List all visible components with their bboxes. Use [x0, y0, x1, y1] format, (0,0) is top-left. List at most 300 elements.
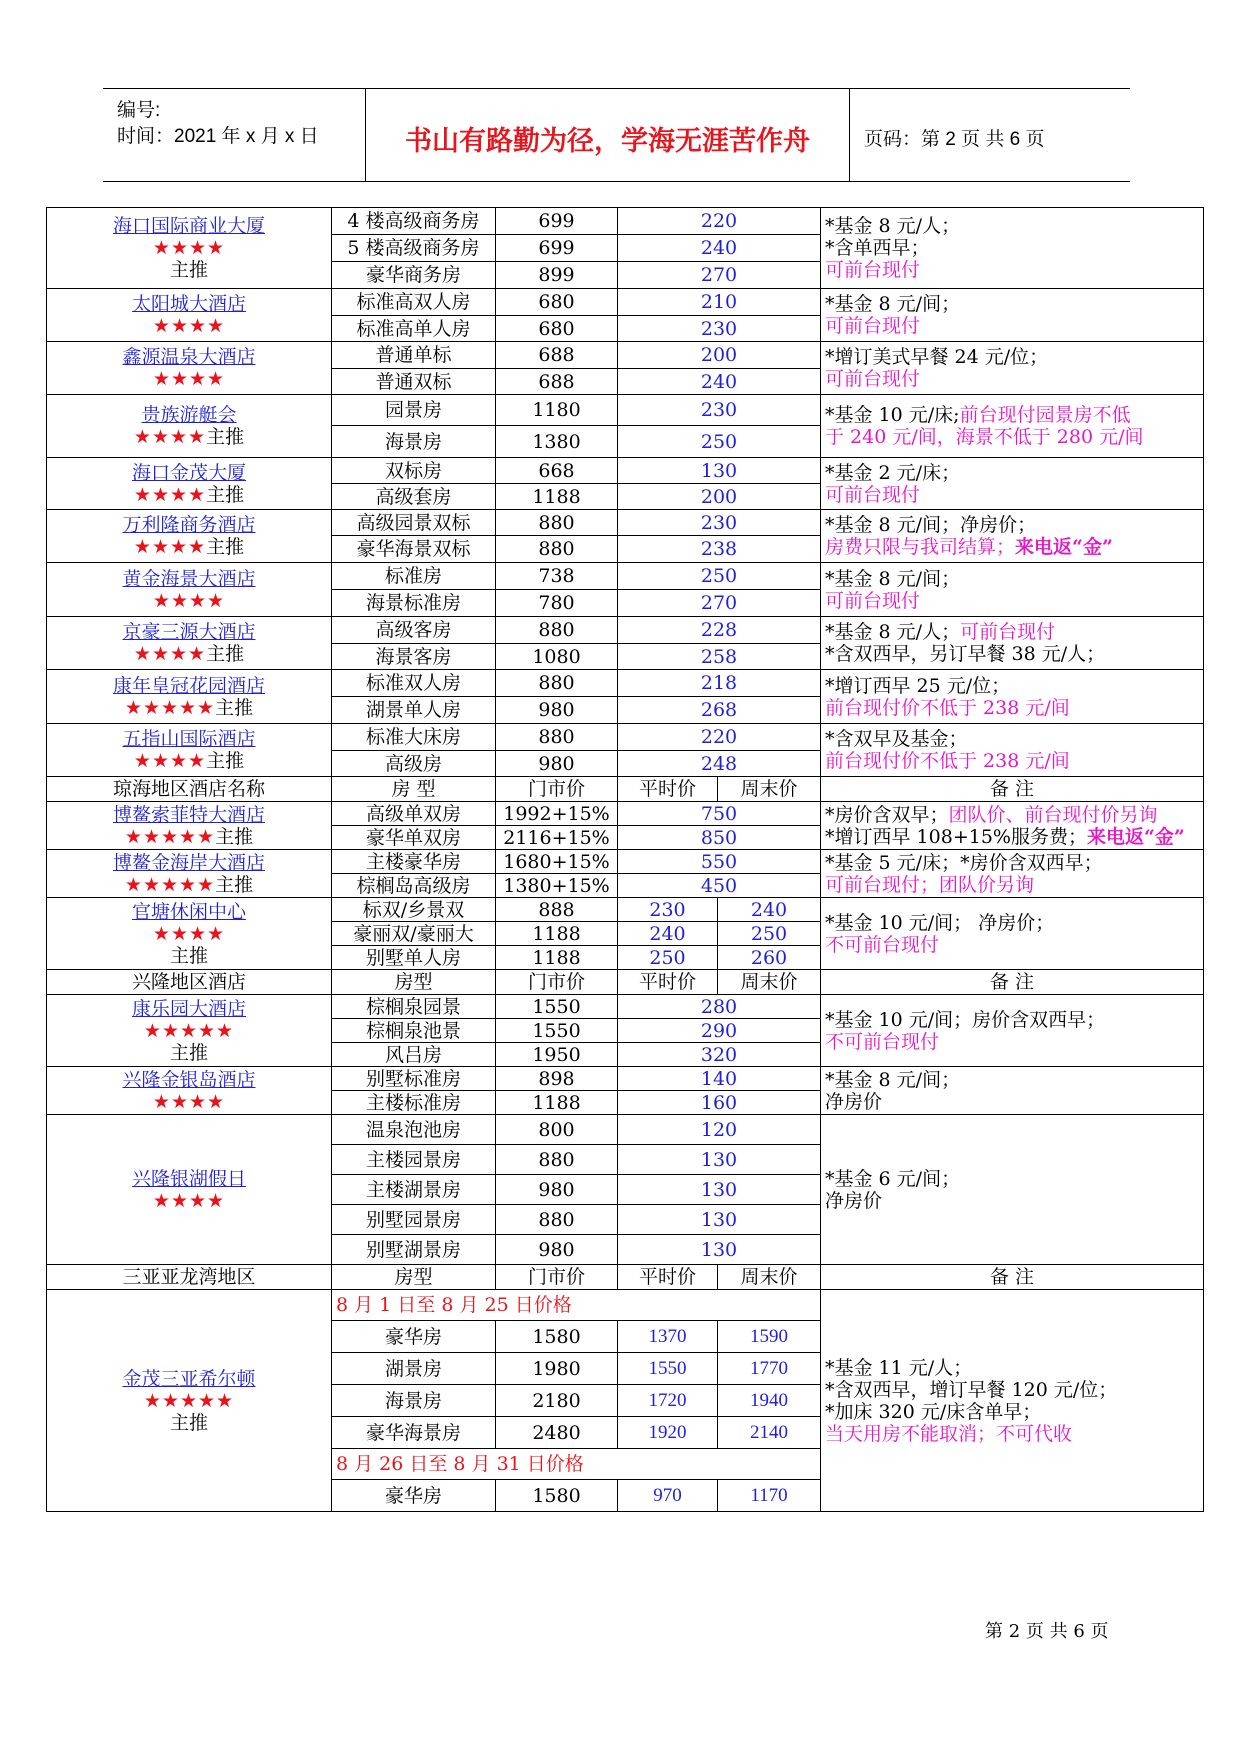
weekday-rate: 230: [618, 898, 718, 922]
rack-rate: 880: [496, 1205, 618, 1235]
remark-cashback: 来电返“金”: [1086, 825, 1185, 848]
rack-rate: 1992+15%: [496, 802, 618, 826]
hotel-star-rating: ★★★★: [152, 315, 226, 337]
hotel-name-link[interactable]: 五指山国际酒店: [122, 728, 256, 750]
table-row: [47, 395, 1204, 426]
rack-rate: 1380+15%: [496, 874, 618, 898]
table-row: [47, 342, 1204, 369]
remark-highlight: 可前台现付: [825, 315, 921, 337]
contract-rate: 200: [618, 342, 821, 369]
hotel-name-link[interactable]: 太阳城大酒店: [131, 293, 246, 315]
weekend-rate: 1170: [718, 1480, 821, 1512]
rack-rate: 1580: [496, 1321, 618, 1353]
table-row: [47, 1067, 1204, 1091]
contract-rate: 250: [618, 563, 821, 590]
rack-rate: 1188: [496, 1091, 618, 1115]
weekday-rate: 250: [618, 946, 718, 970]
remark-text: *基金 8 元/人；: [825, 621, 961, 643]
room-type: 标准大床房: [332, 724, 496, 751]
qionghai-header-col-2: 门市价: [496, 777, 618, 802]
rack-rate: 888: [496, 898, 618, 922]
rack-rate: 880: [496, 1145, 618, 1175]
remark-text: *含双西早，另订早餐 38 元/人；: [825, 643, 1106, 665]
hotel-star-rating: ★★★★: [133, 643, 207, 665]
rack-rate: 980: [496, 697, 618, 724]
rack-rate: 1680+15%: [496, 850, 618, 874]
contract-rate: 258: [618, 644, 821, 670]
hotel-name-link[interactable]: 康年皇冠花园酒店: [112, 674, 265, 697]
table-row: [47, 1265, 1204, 1290]
table-row: [47, 1290, 1204, 1321]
hotel-name-cell: [47, 289, 332, 342]
remarks-cell: [821, 395, 1204, 458]
room-type: 豪华房: [332, 1480, 496, 1512]
remark-text: *含单西早；: [825, 237, 930, 259]
recommended-tag: 主推: [215, 825, 254, 848]
room-type: 别墅单人房: [332, 946, 496, 970]
remark-text: *基金 8 元/间；: [825, 293, 961, 315]
room-type: 主楼标准房: [332, 1091, 496, 1115]
room-type: 棕榈泉园景: [332, 995, 496, 1019]
code-label: 编号:: [117, 100, 161, 121]
recommended-tag: 主推: [206, 643, 245, 665]
remark-text: *基金 8 元/人；: [825, 215, 961, 237]
xinglong-header-col-2: 门市价: [496, 970, 618, 995]
table-row: [47, 617, 1204, 644]
sanya-header-col-4: 周末价: [718, 1265, 821, 1290]
contract-rate: 250: [618, 426, 821, 458]
table-row: [47, 802, 1204, 826]
hotel-name-link[interactable]: 金茂三亚希尔顿: [122, 1367, 256, 1390]
weekday-rate: 970: [618, 1480, 718, 1512]
room-type: 普通单标: [332, 342, 496, 369]
contract-rate: 200: [618, 484, 821, 510]
hotel-name-link[interactable]: 鑫源温泉大酒店: [122, 346, 256, 368]
room-type: 主楼湖景房: [332, 1175, 496, 1205]
hotel-name-cell: [47, 1067, 332, 1115]
contract-rate: 130: [618, 1175, 821, 1205]
room-type: 双标房: [332, 458, 496, 484]
hotel-name-cell: [47, 510, 332, 563]
rack-rate: 899: [496, 262, 618, 289]
remark-highlight: 可前台现付: [825, 368, 921, 390]
room-type: 普通双标: [332, 369, 496, 395]
remarks-cell: [821, 724, 1204, 777]
room-type: 高级客房: [332, 617, 496, 644]
rack-rate: 880: [496, 724, 618, 751]
contract-rate: 268: [618, 697, 821, 724]
remark-highlight: 可前台现付: [825, 589, 921, 612]
hotel-name-cell: [47, 208, 332, 289]
rack-rate: 680: [496, 289, 618, 316]
remark-highlight: 不可前台现付: [825, 933, 940, 956]
remarks-cell: [821, 670, 1204, 724]
remark-text: 净房价: [825, 1090, 883, 1113]
rack-rate: 1550: [496, 995, 618, 1019]
remark-text: *基金 11 元/人；: [825, 1356, 973, 1379]
rack-rate: 1550: [496, 1019, 618, 1043]
rack-rate: 680: [496, 316, 618, 342]
remarks-cell: [821, 995, 1204, 1067]
rack-rate: 1188: [496, 922, 618, 946]
hotel-name-link[interactable]: 海口国际商业大厦: [112, 215, 265, 237]
room-type: 风吕房: [332, 1043, 496, 1067]
table-row: [47, 510, 1204, 536]
remark-text: 净房价: [825, 1189, 883, 1212]
hotel-name-cell: [47, 395, 332, 458]
remarks-cell: [821, 1290, 1204, 1512]
hotel-name-cell: [47, 1290, 332, 1512]
table-row: [47, 563, 1204, 590]
hotel-name-cell: [47, 898, 332, 970]
rack-rate: 1950: [496, 1043, 618, 1067]
hotel-name-link[interactable]: 京豪三源大酒店: [122, 621, 256, 643]
hotel-star-rating: ★★★★: [133, 426, 207, 448]
weekday-rate: 1920: [618, 1417, 718, 1449]
price-period: 8 月 26 日至 8 月 31 日价格: [332, 1449, 821, 1480]
rack-rate: 1188: [496, 484, 618, 510]
room-type: 主楼园景房: [332, 1145, 496, 1175]
remarks-cell: [821, 850, 1204, 898]
room-type: 海景房: [332, 1385, 496, 1417]
contract-rate: 230: [618, 510, 821, 536]
sanya-header-col-3: 平时价: [618, 1265, 718, 1290]
weekend-rate: 1940: [718, 1385, 821, 1417]
remarks-cell: [821, 208, 1204, 289]
remarks-cell: [821, 510, 1204, 563]
hotel-name-link[interactable]: 博鳌金海岸大酒店: [112, 851, 265, 874]
room-type: 园景房: [332, 395, 496, 426]
weekend-rate: 260: [718, 946, 821, 970]
recommended-tag: 主推: [206, 536, 245, 558]
rack-rate: 688: [496, 369, 618, 395]
price-period: 8 月 1 日至 8 月 25 日价格: [332, 1290, 821, 1321]
rack-rate: 1188: [496, 946, 618, 970]
table-row: [47, 850, 1204, 874]
remark-text: *含双早及基金；: [825, 728, 968, 750]
contract-rate: 218: [618, 670, 821, 697]
room-type: 豪华房: [332, 1321, 496, 1353]
remarks-cell: [821, 1115, 1204, 1265]
remark-text: *基金 8 元/间；: [825, 1068, 961, 1091]
room-type: 豪丽双/豪丽大: [332, 922, 496, 946]
room-type: 湖景单人房: [332, 697, 496, 724]
hotel-star-rating: ★★★★: [152, 368, 226, 390]
weekday-rate: 1720: [618, 1385, 718, 1417]
room-type: 别墅园景房: [332, 1205, 496, 1235]
hotel-name-cell: [47, 995, 332, 1067]
contract-rate: 320: [618, 1043, 821, 1067]
table-row: [47, 724, 1204, 751]
sanya-header-col-5: 备 注: [821, 1265, 1204, 1290]
contract-rate: 130: [618, 1205, 821, 1235]
weekend-rate: 1590: [718, 1321, 821, 1353]
contract-rate: 240: [618, 235, 821, 262]
remark-text: *增订美式早餐 24 元/位；: [825, 346, 1049, 368]
rack-rate: 980: [496, 751, 618, 777]
rack-rate: 1180: [496, 395, 618, 426]
rack-rate: 699: [496, 208, 618, 235]
qionghai-header-col-1: 房 型: [332, 777, 496, 802]
xinglong-header-col-1: 房型: [332, 970, 496, 995]
room-type: 海景标准房: [332, 590, 496, 617]
rack-rate: 880: [496, 617, 618, 644]
room-type: 标准高双人房: [332, 289, 496, 316]
remark-text: *增订西早 108+15%服务费；: [825, 825, 1087, 848]
remark-highlight: 不可前台现付: [825, 1030, 940, 1053]
table-row: [47, 970, 1204, 995]
remarks-cell: [821, 898, 1204, 970]
rack-rate: 1580: [496, 1480, 618, 1512]
contract-rate: 210: [618, 289, 821, 316]
remarks-cell: [821, 802, 1204, 850]
hotel-star-rating: ★★★★★: [124, 825, 216, 848]
contract-rate: 240: [618, 369, 821, 395]
room-type: 高级园景双标: [332, 510, 496, 536]
remarks-cell: [821, 563, 1204, 617]
rack-rate: 880: [496, 536, 618, 563]
table-row: [47, 670, 1204, 697]
contract-rate: 450: [618, 874, 821, 898]
room-type: 4 楼高级商务房: [332, 208, 496, 235]
contract-rate: 130: [618, 458, 821, 484]
hotel-name-link[interactable]: 万利隆商务酒店: [122, 514, 256, 536]
hotel-name-link[interactable]: 兴隆银湖假日: [131, 1167, 246, 1190]
recommended-tag: 主推: [169, 1041, 208, 1064]
contract-rate: 120: [618, 1115, 821, 1145]
contract-rate: 290: [618, 1019, 821, 1043]
hotel-star-rating: ★★★★★: [143, 1389, 235, 1412]
header-left-cell: [103, 89, 366, 181]
hotel-star-rating: ★★★★★: [143, 1019, 235, 1042]
recommended-tag: 主推: [206, 426, 245, 448]
header-page-cell: [850, 89, 1130, 181]
contract-rate: 238: [618, 536, 821, 563]
contract-rate: 220: [618, 724, 821, 751]
rack-rate: 980: [496, 1235, 618, 1265]
page-header: [103, 88, 1130, 182]
rack-rate: 1980: [496, 1353, 618, 1385]
hotel-star-rating: ★★★★: [133, 750, 207, 772]
room-type: 别墅湖景房: [332, 1235, 496, 1265]
xinglong-header-col-5: 备 注: [821, 970, 1204, 995]
remark-highlight: 可前台现付: [960, 621, 1056, 643]
remark-text: *基金 8 元/间；: [825, 567, 961, 590]
qionghai-header-col-0: 琼海地区酒店名称: [47, 777, 332, 802]
remark-cashback: 来电返“金”: [1015, 536, 1113, 558]
weekday-rate: 1550: [618, 1353, 718, 1385]
room-type: 高级房: [332, 751, 496, 777]
room-type: 标准房: [332, 563, 496, 590]
qionghai-header-col-3: 平时价: [618, 777, 718, 802]
recommended-tag: 主推: [169, 1411, 208, 1434]
rack-rate: 668: [496, 458, 618, 484]
contract-rate: 280: [618, 995, 821, 1019]
rack-rate: 780: [496, 590, 618, 617]
contract-rate: 220: [618, 208, 821, 235]
room-type: 豪华商务房: [332, 262, 496, 289]
remark-highlight: 于 240 元/间，海景不低于 280 元/间: [825, 426, 1144, 448]
hotel-name-cell: [47, 617, 332, 670]
room-type: 5 楼高级商务房: [332, 235, 496, 262]
room-type: 湖景房: [332, 1353, 496, 1385]
time-label: 时间：2021 年 x 月 x 日: [117, 126, 319, 147]
table-row: [47, 995, 1204, 1019]
remark-highlight: 前台现付园景房不低: [959, 404, 1131, 426]
table-row: [47, 777, 1204, 802]
room-type: 高级套房: [332, 484, 496, 510]
contract-rate: 270: [618, 590, 821, 617]
recommended-tag: 主推: [215, 873, 254, 896]
hotel-name-link[interactable]: 黄金海景大酒店: [122, 567, 256, 590]
rack-rate: 688: [496, 342, 618, 369]
remarks-cell: [821, 617, 1204, 670]
table-row: [47, 458, 1204, 484]
remark-text: *基金 10 元/间； 净房价；: [825, 911, 1055, 934]
remark-text: *含双西早，增订早餐 120 元/位；: [825, 1378, 1118, 1401]
hotel-star-rating: ★★★★: [152, 589, 226, 612]
contract-rate: 230: [618, 316, 821, 342]
rack-rate: 2480: [496, 1417, 618, 1449]
remark-highlight: 可前台现付；团队价另询: [825, 873, 1035, 896]
remark-text: *基金 10 元/床;: [825, 404, 960, 426]
hotel-name-link[interactable]: 博鳌索菲特大酒店: [112, 803, 265, 826]
room-type: 海景客房: [332, 644, 496, 670]
recommended-tag: 主推: [169, 944, 208, 967]
remark-highlight: 团队价、前台现付价另询: [948, 803, 1158, 826]
hotel-name-cell: [47, 563, 332, 617]
contract-rate: 850: [618, 826, 821, 850]
motto: 书山有路勤为径，学海无涯苦作舟: [405, 126, 810, 157]
room-type: 豪华海景双标: [332, 536, 496, 563]
rack-rate: 1080: [496, 644, 618, 670]
weekend-rate: 1770: [718, 1353, 821, 1385]
rack-rate: 800: [496, 1115, 618, 1145]
contract-rate: 140: [618, 1067, 821, 1091]
remark-highlight: 前台现付价不低于 238 元/间: [825, 750, 1070, 772]
hotel-name-link[interactable]: 官塘休闲中心: [131, 900, 246, 923]
contract-rate: 228: [618, 617, 821, 644]
table-row: [47, 898, 1204, 922]
table-row: [47, 1115, 1204, 1145]
hotel-star-rating: ★★★★★: [124, 696, 216, 719]
contract-rate: 130: [618, 1235, 821, 1265]
remark-highlight: 当天用房不能取消；不可代收: [825, 1422, 1073, 1445]
page-footer: 第 2 页 共 6 页: [985, 1621, 1109, 1642]
weekend-rate: 250: [718, 922, 821, 946]
remarks-cell: [821, 342, 1204, 395]
hotel-name-cell: [47, 342, 332, 395]
rack-rate: 738: [496, 563, 618, 590]
remark-highlight: 前台现付价不低于 238 元/间: [825, 696, 1070, 719]
room-type: 标准双人房: [332, 670, 496, 697]
room-type: 主楼豪华房: [332, 850, 496, 874]
remark-highlight: 可前台现付: [825, 483, 921, 506]
remark-text: *增订西早 25 元/位；: [825, 674, 1011, 697]
contract-rate: 550: [618, 850, 821, 874]
hotel-star-rating: ★★★★: [152, 922, 226, 945]
rack-rate: 699: [496, 235, 618, 262]
contract-rate: 230: [618, 395, 821, 426]
hotel-name-cell: [47, 458, 332, 510]
rack-rate: 1380: [496, 426, 618, 458]
recommended-tag: 主推: [206, 483, 245, 506]
remark-text: *基金 5 元/床；*房价含双西早；: [825, 851, 1103, 874]
hotel-name-cell: [47, 802, 332, 850]
recommended-tag: 主推: [169, 259, 208, 281]
remarks-cell: [821, 1067, 1204, 1115]
table-row: [47, 289, 1204, 316]
room-type: 标准高单人房: [332, 316, 496, 342]
contract-rate: 248: [618, 751, 821, 777]
remark-highlight: 房费只限与我司结算；: [825, 536, 1016, 558]
hotel-name-link[interactable]: 康乐园大酒店: [131, 997, 246, 1020]
hotel-name-cell: [47, 724, 332, 777]
rack-rate: 880: [496, 670, 618, 697]
sanya-header-col-2: 门市价: [496, 1265, 618, 1290]
contract-rate: 750: [618, 802, 821, 826]
xinglong-header-col-4: 周末价: [718, 970, 821, 995]
remarks-cell: [821, 458, 1204, 510]
hotel-name-cell: [47, 850, 332, 898]
rack-rate: 2180: [496, 1385, 618, 1417]
room-type: 温泉泡池房: [332, 1115, 496, 1145]
room-type: 海景房: [332, 426, 496, 458]
hotel-name-link[interactable]: 海口金茂大厦: [131, 461, 246, 484]
hotel-name-link[interactable]: 贵族游艇会: [141, 404, 237, 426]
hotel-name-cell: [47, 1115, 332, 1265]
room-type: 标双/乡景双: [332, 898, 496, 922]
hotel-price-table: [46, 207, 1204, 1512]
remark-text: *加床 320 元/床含单早；: [825, 1400, 1042, 1423]
page-label: 页码：第 2 页 共 6 页: [864, 129, 1045, 150]
remark-text: *基金 2 元/床；: [825, 461, 961, 484]
header-motto-cell: [366, 89, 850, 181]
hotel-star-rating: ★★★★: [133, 536, 207, 558]
rack-rate: 2116+15%: [496, 826, 618, 850]
rack-rate: 980: [496, 1175, 618, 1205]
rack-rate: 880: [496, 510, 618, 536]
hotel-star-rating: ★★★★: [152, 237, 226, 259]
remark-text: *基金 10 元/间；房价含双西早；: [825, 1008, 1106, 1031]
xinglong-header-col-3: 平时价: [618, 970, 718, 995]
contract-rate: 130: [618, 1145, 821, 1175]
hotel-name-cell: [47, 670, 332, 724]
weekend-rate: 240: [718, 898, 821, 922]
qionghai-header-col-5: 备 注: [821, 777, 1204, 802]
hotel-name-link[interactable]: 兴隆金银岛酒店: [122, 1068, 256, 1091]
remark-text: *房价含双早；: [825, 803, 949, 826]
contract-rate: 270: [618, 262, 821, 289]
table-row: [47, 208, 1204, 235]
rack-rate: 898: [496, 1067, 618, 1091]
room-type: 棕榈岛高级房: [332, 874, 496, 898]
room-type: 高级单双房: [332, 802, 496, 826]
sanya-header-col-0: 三亚亚龙湾地区: [47, 1265, 332, 1290]
recommended-tag: 主推: [215, 696, 254, 719]
contract-rate: 160: [618, 1091, 821, 1115]
sanya-header-col-1: 房型: [332, 1265, 496, 1290]
room-type: 棕榈泉池景: [332, 1019, 496, 1043]
remark-highlight: 可前台现付: [825, 259, 921, 281]
weekday-rate: 1370: [618, 1321, 718, 1353]
room-type: 别墅标准房: [332, 1067, 496, 1091]
hotel-star-rating: ★★★★★: [124, 873, 216, 896]
remark-text: *基金 8 元/间；净房价；: [825, 514, 1037, 536]
recommended-tag: 主推: [206, 750, 245, 772]
remarks-cell: [821, 289, 1204, 342]
hotel-star-rating: ★★★★: [152, 1189, 226, 1212]
